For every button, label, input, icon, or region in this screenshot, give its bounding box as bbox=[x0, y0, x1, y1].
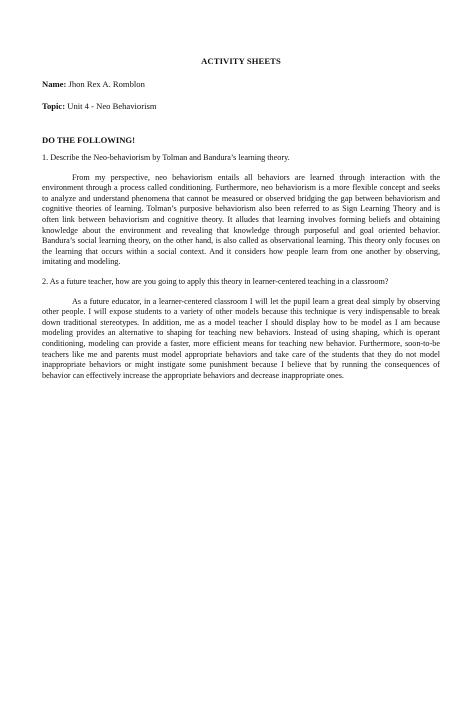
topic-line bbox=[42, 101, 440, 112]
question-1: 1. Describe the Neo-behaviorism by Tolman and Bandura’s learning theory. bbox=[42, 153, 290, 162]
name-label: Name: bbox=[42, 79, 67, 89]
document-title: ACTIVITY SHEETS bbox=[201, 56, 281, 66]
question-2: 2. As a future teacher, how are you going to apply this theory in learner-centered teaching in a classroom? bbox=[42, 276, 389, 286]
answer-2: As a future educator, in a learner-centered classroom I will let the pupil learn a great deal simply by observing other people. I will expose students to a variety of other models because this technique is very indispensable to break down traditional stereotypes. In addition, me as a model teacher I should display how to be model as I am because modeling provides an alternative to shaping for teaching new behaviors. Instead of using shaping, which is operant conditioning, modeling can provide a faster, more efficient means for teaching new behavior. Furthermore, soon-to-be teachers like me and parents must model appropriate behaviors and take care of the students that they do not model inappropriate behaviors or might instigate some punishment because I believe that by running the consequences of behavior can effectively increase the appropriate behaviors and decrease inappropriate ones. bbox=[42, 296, 440, 380]
name-value: Jhon Rex A. Romblon bbox=[66, 79, 145, 89]
answer-1: From my perspective, neo behaviorism entails all behaviors are learned through interaction with the environment through a process called conditioning. Furthermore, neo behaviorism is a more flexible concept and seeks to analyze and understand phenomena that cannot be measured or observed bridging the gap between behaviorism and cognitive theories of learning. Tolman’s purposive behaviorism also been referred to as Sign Learning Theory and is often link between behaviorism and cognitive theory. It alludes that learning involves forming beliefs and obtaining knowledge about the environment and revealing that knowledge through purposeful and goal oriented behavior. Bandura’s social learning theory, on the other hand, is also called as observational learning. This theory only focuses on the learning that occurs within a social context. And it considers how people learn from one another by observing, imitating and modeling. bbox=[42, 172, 440, 267]
topic-value: Unit 4 - Neo Behaviorism bbox=[65, 101, 157, 111]
name-line bbox=[42, 79, 440, 90]
section-heading: DO THE FOLLOWING! bbox=[42, 135, 135, 145]
topic-label: Topic: bbox=[42, 101, 66, 111]
